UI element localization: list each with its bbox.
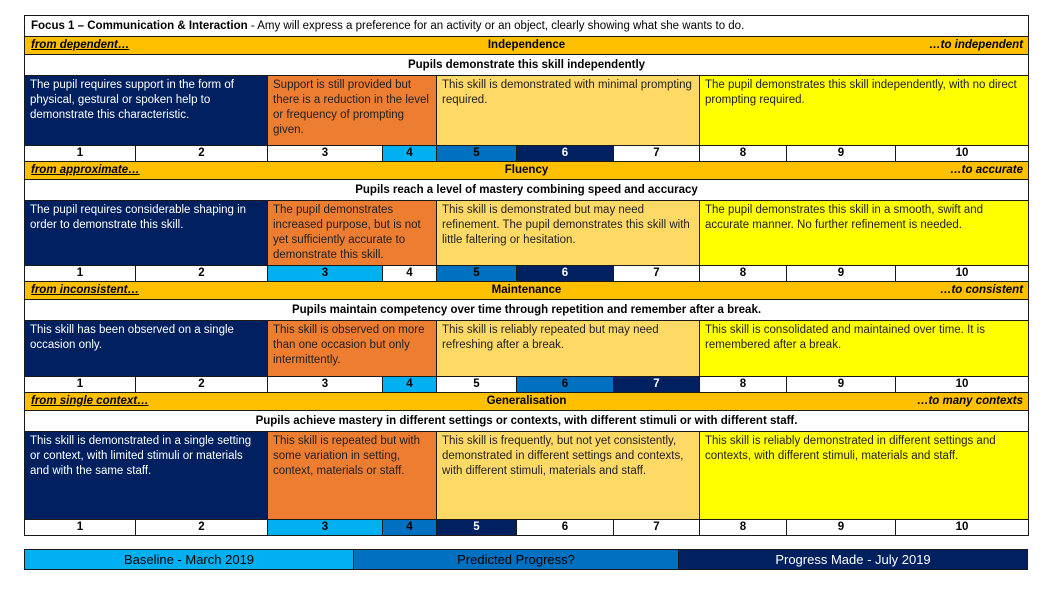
score-cell[interactable]: 3 [268, 146, 383, 162]
descriptor-row [25, 321, 1029, 377]
score-row [25, 377, 1029, 393]
score-cell[interactable]: 6 [517, 266, 614, 282]
score-cell[interactable]: 7 [614, 520, 700, 536]
descriptor-cell: This skill is reliably repeated but may need refreshing after a break. [437, 321, 700, 377]
score-cell[interactable]: 8 [700, 266, 787, 282]
score-cell[interactable]: 8 [700, 146, 787, 162]
progress-grid [24, 15, 1028, 536]
score-cell[interactable]: 5 [437, 520, 517, 536]
legend-progress-made: Progress Made - July 2019 [679, 550, 1027, 569]
focus-title: Focus 1 – Communication & Interaction [31, 19, 248, 32]
score-cell[interactable]: 2 [136, 520, 268, 536]
section-to-label: …to consistent [939, 284, 1024, 296]
descriptor-cell: This skill has been observed on a single occasion only. [25, 321, 268, 377]
score-row [25, 266, 1029, 282]
score-cell[interactable]: 9 [787, 520, 896, 536]
section-from-label: from single context… [31, 395, 149, 407]
section-name: Independence [487, 39, 566, 51]
score-cell[interactable]: 5 [437, 146, 517, 162]
section-band [25, 282, 1029, 300]
section-name: Generalisation [486, 395, 567, 407]
score-cell[interactable]: 10 [896, 520, 1029, 536]
score-cell[interactable]: 1 [25, 266, 136, 282]
score-cell[interactable]: 2 [136, 377, 268, 393]
score-cell[interactable]: 4 [383, 377, 437, 393]
descriptor-cell: This skill is demonstrated in a single setting or context, with limited stimuli or materials and with the same staff. [25, 432, 268, 520]
section-to-label: …to accurate [950, 164, 1024, 176]
descriptor-cell: This skill is reliably demonstrated in different settings and contexts, with different stimuli, materials and staff. [700, 432, 1029, 520]
section-from-label: from approximate… [31, 164, 140, 176]
section-heading-row [25, 55, 1029, 76]
score-row [25, 146, 1029, 162]
section-from-label: from dependent… [31, 39, 130, 51]
descriptor-cell: This skill is demonstrated with minimal prompting required. [437, 76, 700, 146]
descriptor-cell: Support is still provided but there is a reduction in the level or frequency of prompting given. [268, 76, 437, 146]
section-band-cell [25, 393, 1029, 411]
sections [25, 37, 1029, 536]
score-cell[interactable]: 8 [700, 377, 787, 393]
legend-baseline: Baseline - March 2019 [25, 550, 354, 569]
score-cell[interactable]: 2 [136, 266, 268, 282]
section-heading-row [25, 411, 1029, 432]
score-cell[interactable]: 7 [614, 146, 700, 162]
descriptor-row [25, 76, 1029, 146]
score-cell[interactable]: 3 [268, 377, 383, 393]
score-cell[interactable]: 10 [896, 266, 1029, 282]
descriptor-row [25, 201, 1029, 266]
score-cell[interactable]: 9 [787, 266, 896, 282]
section-band [25, 37, 1029, 55]
score-cell[interactable]: 5 [437, 266, 517, 282]
score-cell[interactable]: 10 [896, 377, 1029, 393]
descriptor-cell: This skill is repeated but with some variation in setting, context, materials or staff. [268, 432, 437, 520]
descriptor-cell: The pupil requires considerable shaping in order to demonstrate this skill. [25, 201, 268, 266]
section-heading-row [25, 300, 1029, 321]
score-cell[interactable]: 1 [25, 520, 136, 536]
score-cell[interactable]: 6 [517, 146, 614, 162]
descriptor-cell: The pupil demonstrates this skill in a smooth, swift and accurate manner. No further refinement is needed. [700, 201, 1029, 266]
score-row [25, 520, 1029, 536]
score-cell[interactable]: 9 [787, 377, 896, 393]
focus-description: - Amy will express a preference for an activity or an object, clearly showing what she wants to do. [247, 19, 745, 32]
score-cell[interactable]: 7 [614, 266, 700, 282]
score-cell[interactable]: 3 [268, 266, 383, 282]
descriptor-cell: The pupil requires support in the form of physical, gestural or spoken help to demonstrate this characteristic. [25, 76, 268, 146]
score-cell[interactable]: 8 [700, 520, 787, 536]
focus-title-row [25, 16, 1029, 37]
score-cell[interactable]: 5 [437, 377, 517, 393]
legend [24, 549, 1028, 570]
descriptor-cell: The pupil demonstrates this skill independently, with no direct prompting required. [700, 76, 1029, 146]
score-cell[interactable]: 4 [383, 520, 437, 536]
descriptor-cell: This skill is consolidated and maintained over time. It is remembered after a break. [700, 321, 1029, 377]
section-heading: Pupils demonstrate this skill independently [25, 55, 1029, 76]
section-from-label: from inconsistent… [31, 284, 139, 296]
score-cell[interactable]: 1 [25, 146, 136, 162]
score-cell[interactable]: 6 [517, 377, 614, 393]
score-cell[interactable]: 10 [896, 146, 1029, 162]
descriptor-cell: The pupil demonstrates increased purpose, but is not yet sufficiently accurate to demonstrate this skill. [268, 201, 437, 266]
descriptor-cell: This skill is demonstrated but may need refinement. The pupil demonstrates this skill with little faltering or hesitation. [437, 201, 700, 266]
section-band [25, 162, 1029, 180]
legend-predicted: Predicted Progress? [354, 550, 679, 569]
section-band-cell [25, 162, 1029, 180]
section-name: Fluency [504, 164, 549, 176]
descriptor-cell: This skill is observed on more than one occasion but only intermittently. [268, 321, 437, 377]
score-cell[interactable]: 6 [517, 520, 614, 536]
descriptor-cell: This skill is frequently, but not yet consistently, demonstrated in different settings and contexts, with different stimuli, materials and staff. [437, 432, 700, 520]
section-to-label: …to independent [929, 39, 1024, 51]
section-band [25, 393, 1029, 411]
section-to-label: …to many contexts [916, 395, 1024, 407]
score-cell[interactable]: 7 [614, 377, 700, 393]
section-band-cell [25, 37, 1029, 55]
section-name: Maintenance [491, 284, 562, 296]
descriptor-row [25, 432, 1029, 520]
score-cell[interactable]: 4 [383, 146, 437, 162]
score-cell[interactable]: 9 [787, 146, 896, 162]
section-heading-row [25, 180, 1029, 201]
score-cell[interactable]: 1 [25, 377, 136, 393]
score-cell[interactable]: 4 [383, 266, 437, 282]
score-cell[interactable]: 2 [136, 146, 268, 162]
section-heading: Pupils achieve mastery in different settings or contexts, with different stimuli or with different staff. [25, 411, 1029, 432]
section-heading: Pupils reach a level of mastery combining speed and accuracy [25, 180, 1029, 201]
score-cell[interactable]: 3 [268, 520, 383, 536]
section-band-cell [25, 282, 1029, 300]
assessment-table [24, 15, 1029, 536]
section-heading: Pupils maintain competency over time through repetition and remember after a break. [25, 300, 1029, 321]
